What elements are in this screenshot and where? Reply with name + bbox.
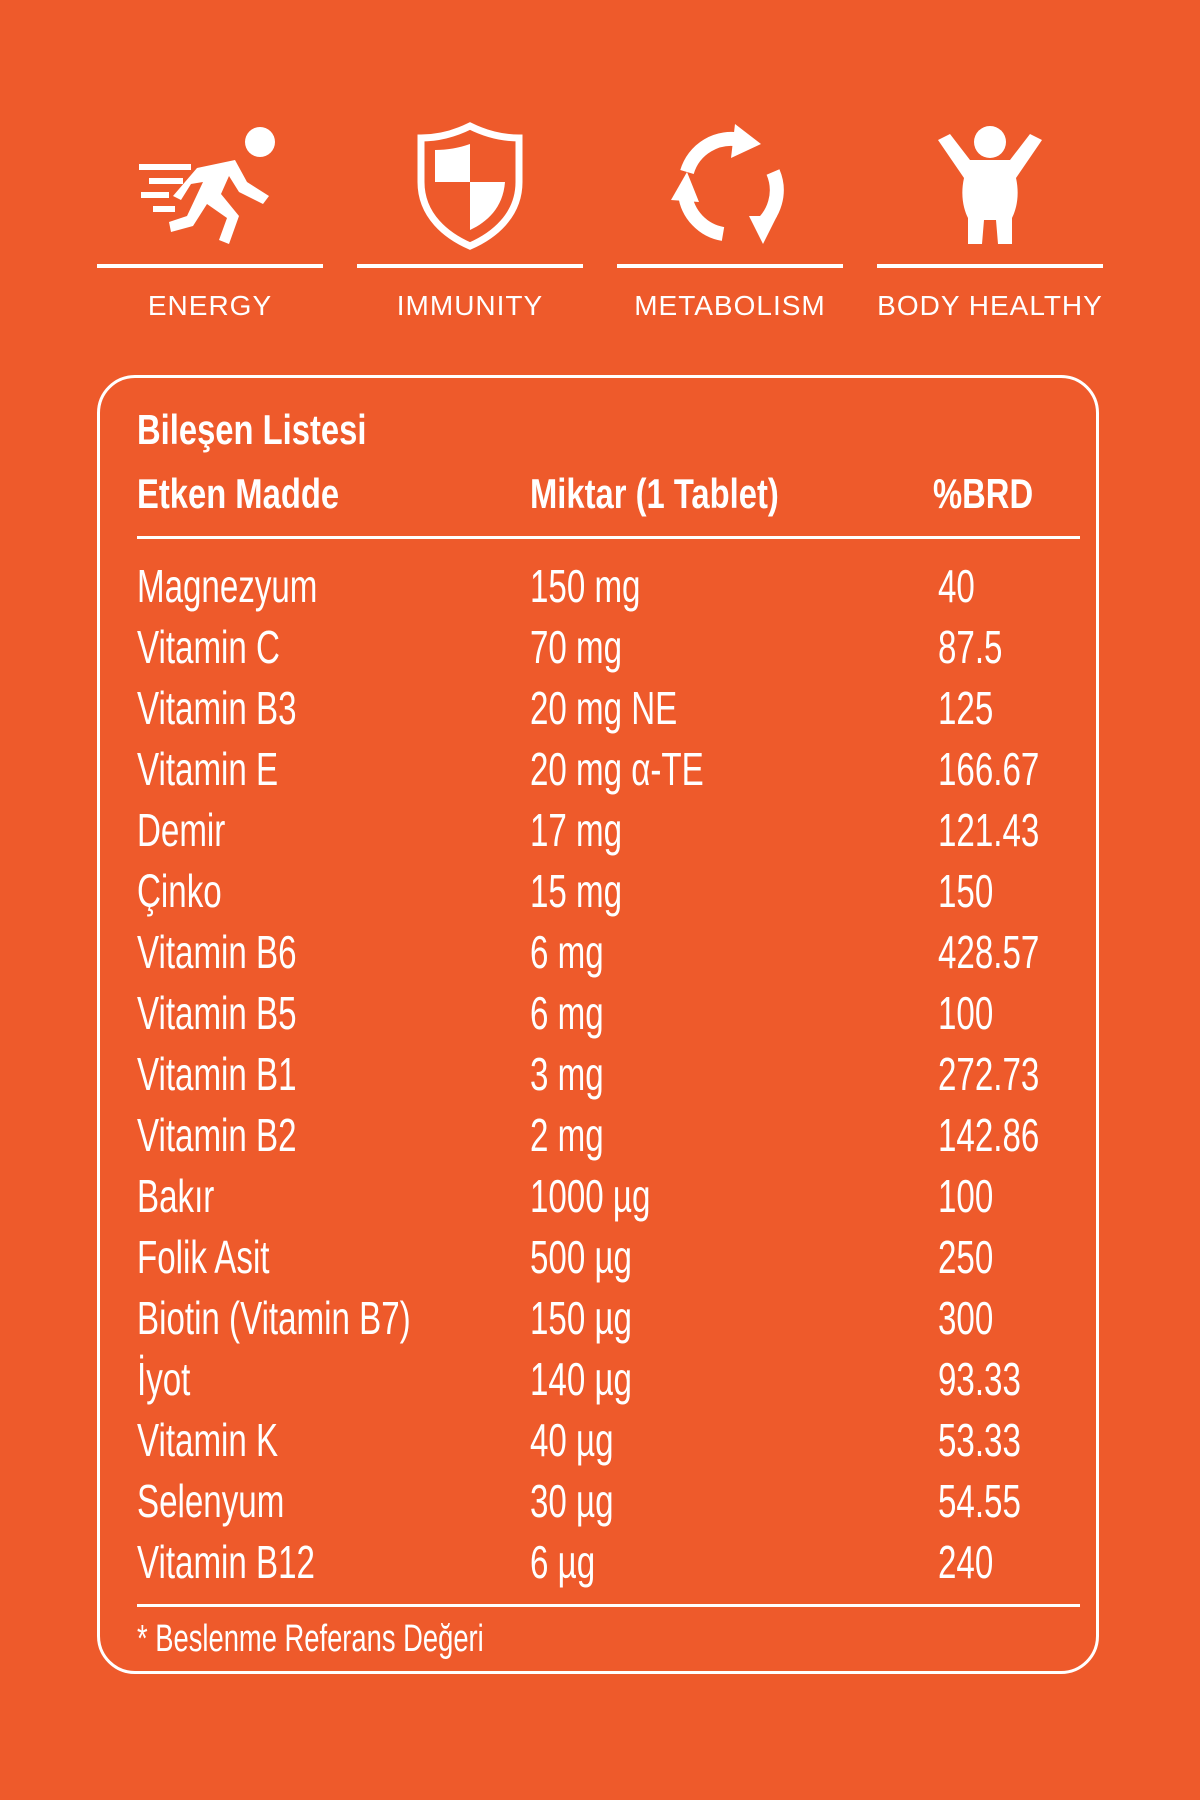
ingredient-brd: 272.73 bbox=[938, 1048, 1040, 1100]
benefit-label: BODY HEALTHY bbox=[877, 290, 1103, 321]
ingredient-brd: 121.43 bbox=[938, 804, 1040, 856]
header-amount: Miktar (1 Tablet) bbox=[530, 470, 779, 517]
ingredient-amount: 140 µg bbox=[530, 1353, 632, 1405]
ingredient-name: Demir bbox=[137, 804, 226, 856]
table-row bbox=[100, 922, 1096, 983]
ingredient-name: Vitamin B12 bbox=[137, 1536, 315, 1588]
table-row bbox=[100, 983, 1096, 1044]
panel-title: Bileşen Listesi bbox=[137, 406, 367, 453]
table-row bbox=[100, 1288, 1096, 1349]
table-row bbox=[100, 800, 1096, 861]
ingredient-name: Çinko bbox=[137, 865, 222, 917]
ingredient-name: Selenyum bbox=[137, 1475, 285, 1527]
benefit-body-healthy bbox=[877, 120, 1103, 340]
ingredient-amount: 6 mg bbox=[530, 926, 604, 978]
ingredient-name: Bakır bbox=[137, 1170, 215, 1222]
ingredient-brd: 240 bbox=[938, 1536, 994, 1588]
ingredient-amount: 40 µg bbox=[530, 1414, 614, 1466]
shield-icon bbox=[357, 120, 583, 260]
benefits-row bbox=[97, 120, 1103, 340]
benefit-label: ENERGY bbox=[147, 290, 273, 321]
table-row bbox=[100, 556, 1096, 617]
ingredient-brd: 125 bbox=[938, 682, 994, 734]
cycle-arrows-icon bbox=[617, 120, 843, 260]
ingredient-name: Vitamin B6 bbox=[137, 926, 297, 978]
ingredient-brd: 93.33 bbox=[938, 1353, 1021, 1405]
ingredient-amount: 3 mg bbox=[530, 1048, 604, 1100]
body-figure-icon bbox=[877, 120, 1103, 260]
benefit-label: METABOLISM bbox=[634, 290, 826, 321]
table-row bbox=[100, 1471, 1096, 1532]
ingredient-amount: 70 mg bbox=[530, 621, 623, 673]
ingredient-brd: 100 bbox=[938, 1170, 994, 1222]
ingredient-amount: 150 mg bbox=[530, 560, 641, 612]
ingredient-brd: 53.33 bbox=[938, 1414, 1021, 1466]
ingredient-name: Vitamin B1 bbox=[137, 1048, 297, 1100]
divider bbox=[97, 264, 323, 268]
divider bbox=[617, 264, 843, 268]
table-row bbox=[100, 739, 1096, 800]
ingredient-amount: 17 mg bbox=[530, 804, 623, 856]
benefit-immunity bbox=[357, 120, 583, 340]
ingredient-amount: 15 mg bbox=[530, 865, 623, 917]
ingredient-brd: 100 bbox=[938, 987, 994, 1039]
ingredient-panel bbox=[97, 375, 1099, 1674]
ingredient-amount: 1000 µg bbox=[530, 1170, 651, 1222]
table-row bbox=[100, 617, 1096, 678]
ingredient-brd: 250 bbox=[938, 1231, 994, 1283]
ingredient-name: Vitamin C bbox=[137, 621, 280, 673]
ingredient-brd: 54.55 bbox=[938, 1475, 1021, 1527]
ingredient-brd: 300 bbox=[938, 1292, 994, 1344]
ingredient-name: İyot bbox=[137, 1353, 191, 1405]
header-ingredient: Etken Madde bbox=[137, 470, 340, 517]
ingredient-amount: 6 µg bbox=[530, 1536, 596, 1588]
ingredient-name: Biotin (Vitamin B7) bbox=[137, 1292, 411, 1344]
ingredient-brd: 87.5 bbox=[938, 621, 1003, 673]
benefit-metabolism bbox=[617, 120, 843, 340]
ingredient-name: Magnezyum bbox=[137, 560, 318, 612]
ingredient-name: Vitamin B2 bbox=[137, 1109, 297, 1161]
ingredient-amount: 500 µg bbox=[530, 1231, 632, 1283]
ingredient-brd: 40 bbox=[938, 560, 975, 612]
ingredient-name: Vitamin K bbox=[137, 1414, 279, 1466]
header-brd: %BRD bbox=[933, 470, 1034, 517]
ingredient-name: Vitamin E bbox=[137, 743, 279, 795]
ingredient-amount: 30 µg bbox=[530, 1475, 614, 1527]
table-row bbox=[100, 678, 1096, 739]
benefit-label: IMMUNITY bbox=[396, 290, 544, 321]
table-row bbox=[100, 1532, 1096, 1593]
ingredient-amount: 150 µg bbox=[530, 1292, 632, 1344]
divider bbox=[357, 264, 583, 268]
table-row bbox=[100, 1105, 1096, 1166]
table-row bbox=[100, 1166, 1096, 1227]
running-person-icon bbox=[97, 120, 323, 260]
benefit-energy bbox=[97, 120, 323, 340]
ingredient-name: Vitamin B3 bbox=[137, 682, 297, 734]
ingredient-amount: 2 mg bbox=[530, 1109, 604, 1161]
ingredient-amount: 20 mg α-TE bbox=[530, 743, 704, 795]
table-row bbox=[100, 1349, 1096, 1410]
footnote: * Beslenme Referans Değeri bbox=[137, 1618, 484, 1660]
ingredient-brd: 428.57 bbox=[938, 926, 1040, 978]
ingredient-amount: 6 mg bbox=[530, 987, 604, 1039]
divider bbox=[877, 264, 1103, 268]
footer-divider bbox=[137, 1604, 1080, 1607]
ingredient-brd: 142.86 bbox=[938, 1109, 1040, 1161]
ingredient-name: Vitamin B5 bbox=[137, 987, 297, 1039]
ingredient-amount: 20 mg NE bbox=[530, 682, 678, 734]
table-row bbox=[100, 861, 1096, 922]
table-row bbox=[100, 1227, 1096, 1288]
ingredient-name: Folik Asit bbox=[137, 1231, 270, 1283]
table-row bbox=[100, 1410, 1096, 1471]
ingredient-brd: 166.67 bbox=[938, 743, 1040, 795]
ingredient-brd: 150 bbox=[938, 865, 994, 917]
table-row bbox=[100, 1044, 1096, 1105]
header-divider bbox=[137, 536, 1080, 539]
